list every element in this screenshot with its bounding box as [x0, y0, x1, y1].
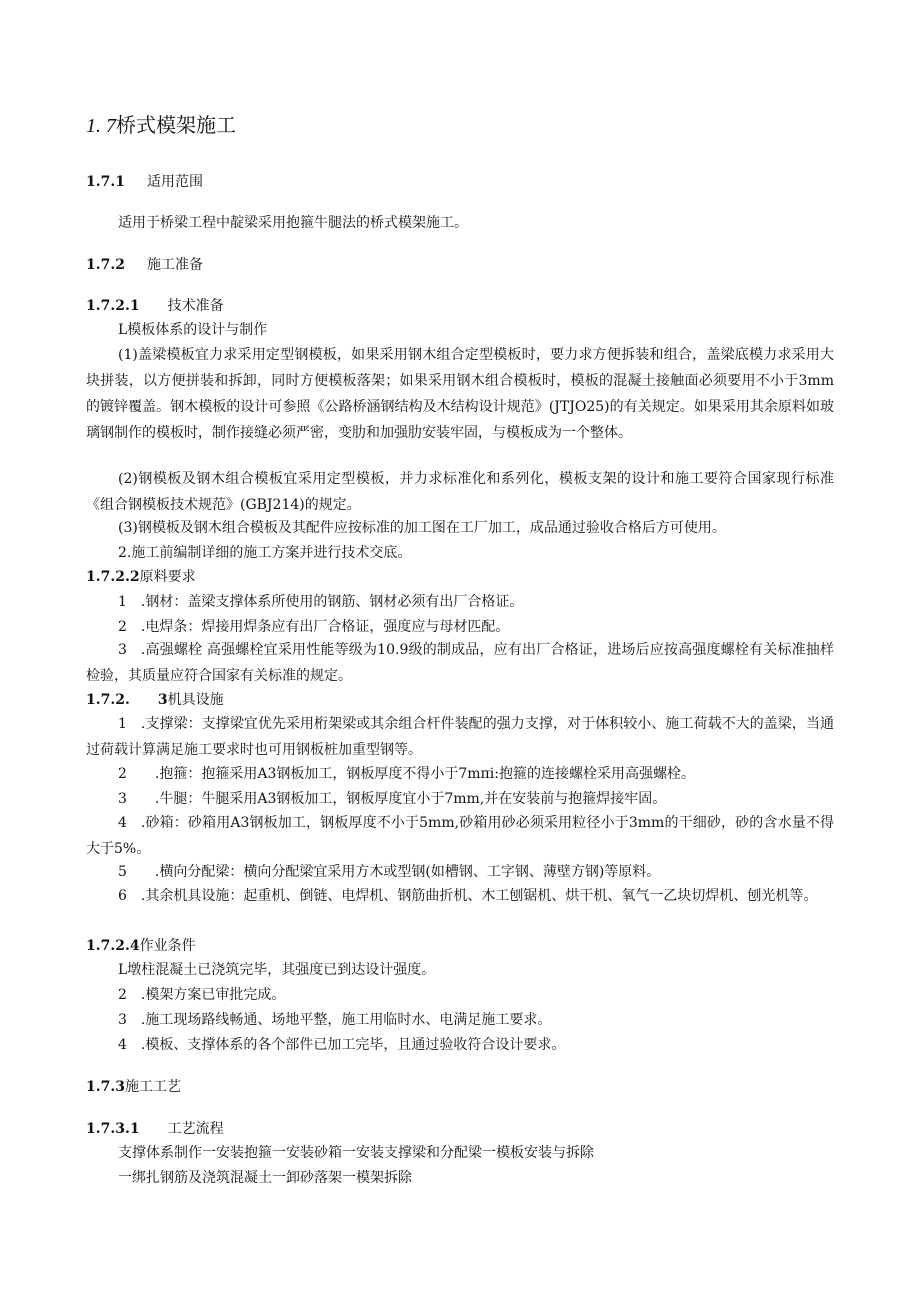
list-item: 3 .施工现场路线畅通、场地平整，施工用临时水、电满足施工要求。	[118, 1012, 552, 1028]
heading-1-7-3-1	[86, 1119, 224, 1139]
list-item: 2 .抱箍：抱箍采用A3钢板加工，钢板厚度不得小于7mπi:抱箍的连接螺栓采用高强螺栓。	[118, 766, 695, 782]
heading-number: 1.7.2	[86, 257, 125, 273]
heading-label: 机具设施	[167, 692, 224, 708]
heading-label: 施工准备	[146, 257, 203, 273]
list-item: 2.施工前编制详细的施工方案并进行技术交底。	[118, 545, 412, 561]
list-item: 3 .高强螺栓 高强螺栓宜采用性能等级为10.9级的制成品，应有出厂合格证，进场后应按高强度螺栓有关标准抽样检验，其质量应符合国家有关标准的规定。	[86, 642, 834, 684]
list-item: L模板体系的设计与制作	[118, 322, 268, 338]
list-item: 6 .其余机具设施：起重机、倒链、电焊机、钢筋曲折机、木工刨锯机、烘干机、氧气一乙块切焊机、刨光机等。	[118, 888, 818, 904]
heading-number: 1.7.2.4	[86, 938, 140, 954]
heading-label: 适用范围	[146, 174, 203, 190]
heading-number: 1.7.2.2	[86, 569, 140, 585]
heading-number-suffix: 3	[157, 692, 168, 708]
heading-label: 施工工艺	[124, 1079, 181, 1095]
list-item: 2 .模架方案已审批完成。	[118, 987, 286, 1003]
paragraph: (2)钢模板及钢木组合模板宜采用定型模板，并力求标准化和系列化，模板支架的设计和施工要符合国家现行标准《组合钢模板技术规范》(GBJ214)的规定。	[86, 471, 834, 513]
paragraph-scope: 适用于桥梁工程中靛梁采用抱箍牛腿法的桥式模架施工。	[118, 215, 468, 231]
list-item: 1 .支撑梁：支撑梁宜优先采用桁架梁或其余组合杆件装配的强力支撑，对于体积较小、施工荷载不大的盖梁，当通过荷载计算满足施工要求时也可用钢板桩加重型钢等。	[86, 716, 834, 758]
section-title-text: 桥式模架施工	[116, 113, 236, 137]
list-item: 3 .牛腿：牛腿采用A3钢板加工，钢板厚度宜小于7mm,并在安装前与抱箍焊接牢固。	[118, 791, 667, 807]
heading-1-7-2-2	[86, 567, 196, 587]
section-title-number: 1. 7	[86, 115, 116, 137]
heading-number: 1.7.3	[86, 1079, 125, 1095]
heading-number: 1.7.2.	[86, 692, 130, 708]
heading-1-7-1	[86, 172, 203, 192]
process-flow-line: 支撑体系制作一安装抱箍一安装砂箱一安装支撑梁和分配梁一模板安装与拆除	[118, 1145, 594, 1161]
heading-1-7-2-4	[86, 936, 196, 956]
heading-number: 1.7.1	[86, 174, 125, 190]
heading-label: 作业条件	[139, 938, 196, 954]
list-item: L墩柱混凝土已浇筑完毕，其强度已到达设计强度。	[118, 962, 436, 978]
heading-label: 技术准备	[167, 298, 224, 314]
heading-1-7-2-3	[86, 690, 224, 710]
heading-label: 工艺流程	[167, 1121, 224, 1137]
list-item: 4 .模板、支撑体系的各个部件已加工完毕，且通过验收符合设计要求。	[118, 1037, 566, 1053]
process-flow-line: 一绑扎钢筋及浇筑混凝土一卸砂落架一模架拆除	[118, 1170, 412, 1186]
heading-number: 1.7.3.1	[86, 1121, 140, 1137]
heading-label: 原料要求	[139, 569, 196, 585]
list-item: 1 .钢材：盖梁支撑体系所使用的钢筋、钢材必须有出厂合格证。	[118, 594, 524, 610]
paragraph: (3)钢模板及钢木组合模板及其配件应按标准的加工图在工厂加工，成品通过验收合格后方可使用。	[118, 520, 726, 536]
heading-1-7-3	[86, 1077, 181, 1097]
list-item: 5 .横向分配梁：横向分配梁宜采用方木或型钢(如槽钢、工字钢、薄壁方钢)等原料。	[118, 864, 661, 880]
section-title	[86, 112, 236, 139]
heading-1-7-2-1	[86, 296, 224, 316]
list-item: 2 .电焊条：焊接用焊条应有出厂合格证，强度应与母材匹配。	[118, 619, 510, 635]
heading-number: 1.7.2.1	[86, 298, 140, 314]
heading-1-7-2	[86, 255, 203, 275]
list-item: 4 .砂箱：砂箱用A3钢板加工，钢板厚度不小于5mm,砂箱用砂必须采用粒径小于3mm的干细砂，砂的含水量不得大于5%。	[86, 815, 834, 857]
paragraph: (1)盖梁模板宜力求采用定型钢模板，如果采用钢木组合定型模板时，要力求方便拆装和组合，盖梁底模力求采用大块拼装，以方便拼装和拆卸，同时方便模板落架；如果采用钢木组合模板时，模板的混凝土接触面必须要用不小于3mm的镀锌覆盖。钢木模板的设计可参照《公路桥涵钢结构及木结构设计规范》(JTJO25)的有关规定。如果采用其余原料如玻璃钢制作的模板时，制作接缝必须严密，变肋和加强肋安装牢固，与模板成为一个整体。	[86, 347, 834, 441]
